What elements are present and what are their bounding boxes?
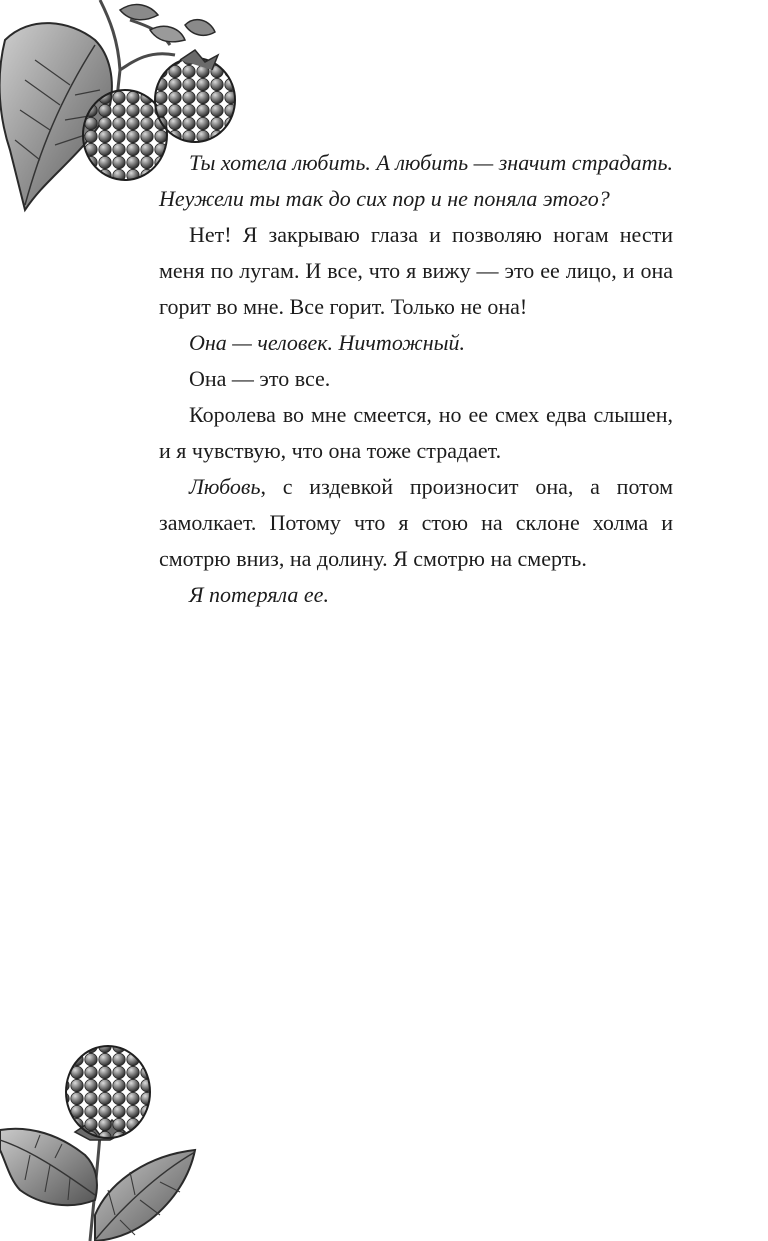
paragraph-4 [159,361,673,397]
paragraph-5 [159,397,673,469]
paragraph-1 [159,145,673,217]
paragraph-segment: Королева во мне смеется, но ее смех едва слышен, и я чувствую, что она тоже страдает. [159,402,673,463]
paragraph-segment: Нет! Я закрываю глаза и позволяю ногам нести меня по лугам. И все, что я вижу — это ее лицо, и она горит во мне. Все горит. Только не она! [159,222,673,319]
paragraph-segment: Она — это все. [189,366,331,391]
paragraph-segment: Любовь [189,474,261,499]
paragraph-3 [159,325,673,361]
paragraph-7 [159,577,673,613]
paragraph-segment: , с издевкой произносит она, а потом замолкает. Потому что я стою на склоне холма и смотрю вниз, на долину. Я смотрю на смерть. [159,474,673,571]
paragraph-segment: Она — человек. Ничтожный. [189,330,466,355]
raspberry-sprig-illustration [0,1040,200,1241]
paragraph-6 [159,469,673,577]
page-text [159,145,673,613]
paragraph-segment: Я потеряла ее. [189,582,329,607]
paragraph-2 [159,217,673,325]
paragraph-segment: Ты хотела любить. А любить — значит страдать. Неужели ты так до сих пор и не поняла этого? [159,150,673,211]
